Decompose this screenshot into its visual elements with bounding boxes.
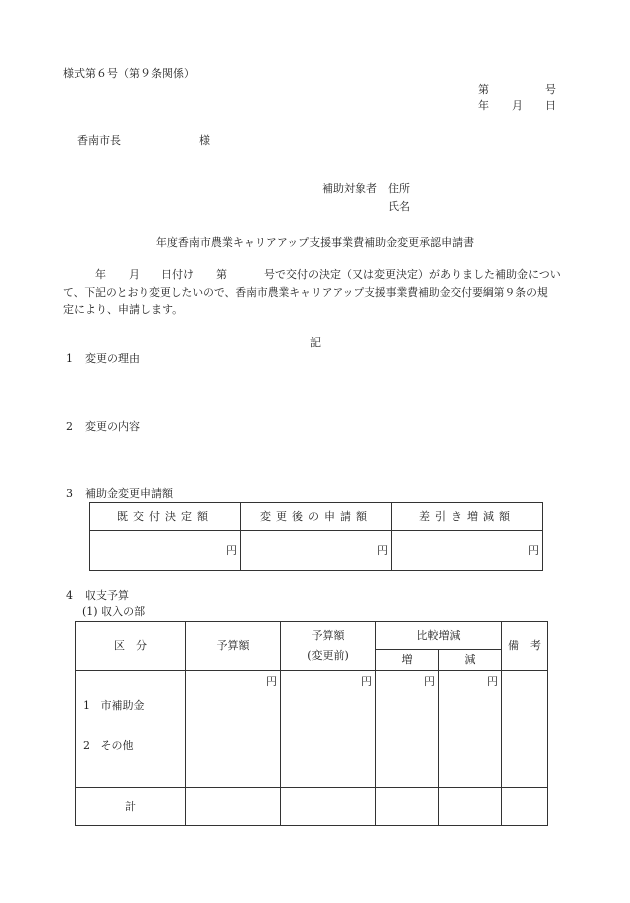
new-amount-cell[interactable] bbox=[241, 531, 392, 571]
section3-number: 3 bbox=[66, 487, 73, 500]
section4-label: 収支予算 bbox=[85, 589, 129, 602]
existing-amount-cell[interactable] bbox=[90, 531, 241, 571]
row2-number: 2 bbox=[83, 739, 90, 752]
yen-unit: 円 bbox=[528, 543, 539, 557]
form-label: 様式第６号（第９条関係） bbox=[63, 67, 195, 80]
header-increase: 増 bbox=[376, 650, 439, 671]
number-dai: 第 bbox=[478, 83, 489, 96]
header-difference: 差引き増減額 bbox=[392, 503, 543, 531]
ki-mark: 記 bbox=[310, 336, 321, 349]
header-existing-amount: 既交付決定額 bbox=[90, 503, 241, 531]
date-month: 月 bbox=[512, 99, 523, 112]
section4-number: 4 bbox=[66, 589, 73, 602]
body-line3: 定により、申請します。 bbox=[63, 303, 184, 316]
remarks-cell[interactable] bbox=[502, 671, 548, 788]
total-label: 計 bbox=[76, 788, 186, 826]
income-table bbox=[75, 621, 548, 826]
row2-category bbox=[83, 739, 134, 753]
total-budget-before-cell[interactable] bbox=[281, 788, 376, 826]
addressee-name: 香南市長 bbox=[77, 134, 121, 147]
row1-category bbox=[83, 699, 145, 713]
section1-number: 1 bbox=[66, 352, 73, 365]
header-compare: 比較増減 bbox=[376, 622, 502, 650]
addressee-honorific: 様 bbox=[199, 134, 210, 147]
applicant-address-label: 住所 bbox=[388, 182, 410, 195]
body-dai: 第 bbox=[216, 268, 227, 281]
header-remarks: 備 考 bbox=[502, 622, 548, 671]
section2-number: 2 bbox=[66, 420, 73, 433]
header-budget-before-sub: (変更前) bbox=[307, 649, 349, 662]
yen-unit: 円 bbox=[377, 543, 388, 557]
document-title: 年度香南市農業キャリアアップ支援事業費補助金変更承認申請書 bbox=[155, 236, 475, 249]
change-amount-table bbox=[89, 502, 543, 571]
total-budget-cell[interactable] bbox=[186, 788, 281, 826]
budget-before-cell[interactable] bbox=[281, 671, 376, 788]
body-month: 月 bbox=[129, 268, 140, 281]
section1-label: 変更の理由 bbox=[85, 352, 140, 365]
header-budget-before-title: 予算額 bbox=[311, 629, 345, 642]
total-remarks-cell[interactable] bbox=[502, 788, 548, 826]
body-line2: て、下記のとおり変更したいので、香南市農業キャリアアップ支援事業費補助金交付要綱第９条の規 bbox=[63, 286, 548, 299]
difference-cell[interactable] bbox=[392, 531, 543, 571]
applicant-label: 補助対象者 bbox=[322, 182, 377, 195]
section3-label: 補助金変更申請額 bbox=[85, 487, 173, 500]
header-decrease: 減 bbox=[439, 650, 502, 671]
income-subsection-label: (1) 収入の部 bbox=[82, 605, 146, 618]
body-line1: 号で交付の決定（又は変更決定）がありました補助金につい bbox=[264, 268, 561, 281]
yen-unit: 円 bbox=[226, 543, 237, 557]
body-day: 日付け bbox=[161, 268, 194, 281]
yen-unit: 円 bbox=[487, 675, 498, 688]
number-go: 号 bbox=[545, 83, 556, 96]
body-year: 年 bbox=[95, 268, 106, 281]
section2-label: 変更の内容 bbox=[85, 420, 140, 433]
header-category: 区 分 bbox=[76, 622, 186, 671]
header-budget-before bbox=[281, 622, 376, 671]
increase-cell[interactable] bbox=[376, 671, 439, 788]
budget-cell[interactable] bbox=[186, 671, 281, 788]
date-year: 年 bbox=[478, 99, 489, 112]
date-day: 日 bbox=[545, 99, 556, 112]
header-budget: 予算額 bbox=[186, 622, 281, 671]
income-category-cell bbox=[76, 671, 186, 788]
applicant-name-label: 氏名 bbox=[388, 200, 410, 213]
total-increase-cell[interactable] bbox=[376, 788, 439, 826]
row1-number: 1 bbox=[83, 699, 90, 712]
decrease-cell[interactable] bbox=[439, 671, 502, 788]
header-new-amount: 変更後の申請額 bbox=[241, 503, 392, 531]
yen-unit: 円 bbox=[424, 675, 435, 688]
total-decrease-cell[interactable] bbox=[439, 788, 502, 826]
row2-label: その他 bbox=[100, 739, 134, 752]
row1-label: 市補助金 bbox=[100, 699, 145, 712]
yen-unit: 円 bbox=[361, 675, 372, 688]
yen-unit: 円 bbox=[266, 675, 277, 688]
